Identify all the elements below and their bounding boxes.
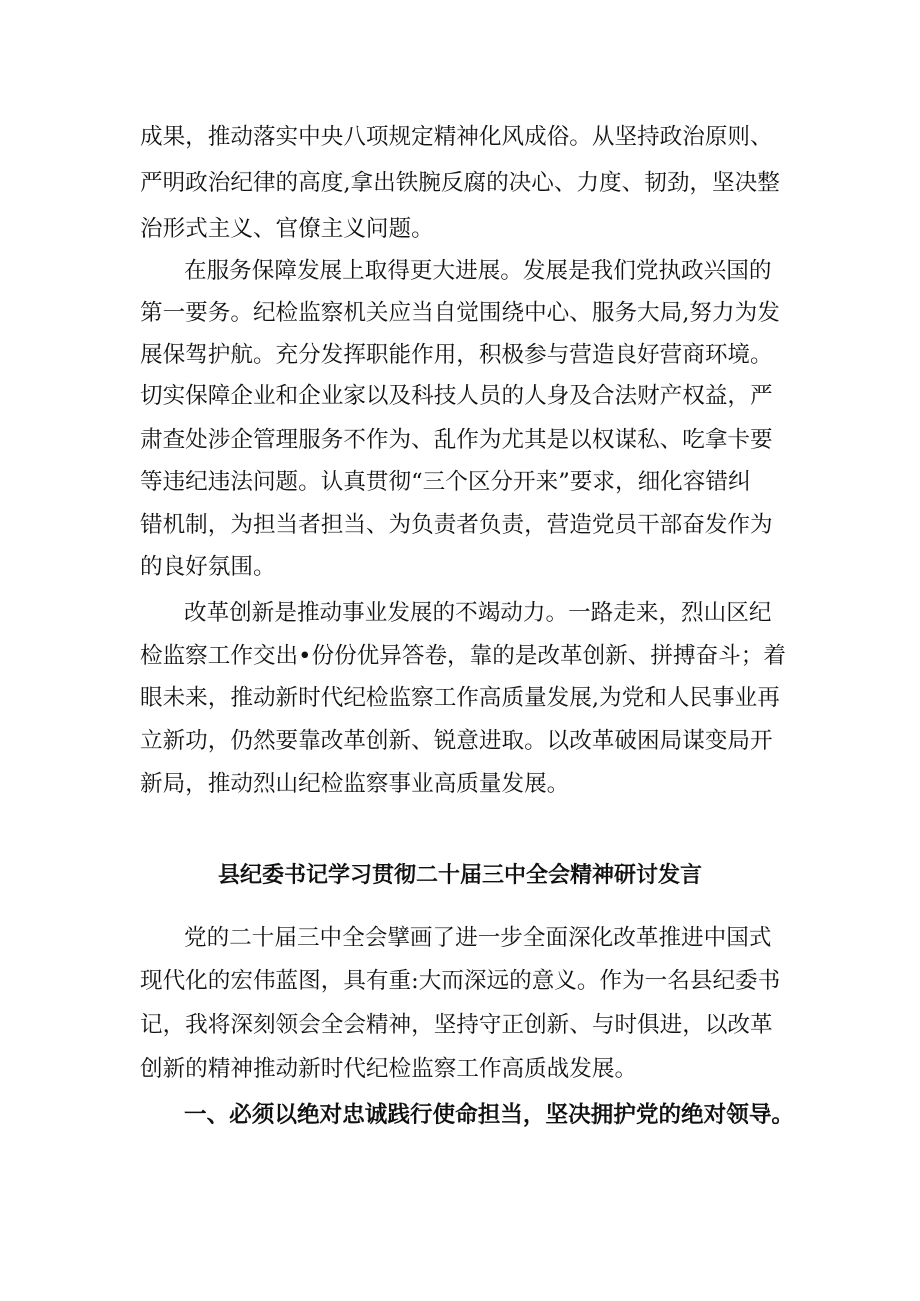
paragraph-line: 记，我将深刻领会全会精神，坚持守正创新、与时俱进，以改革 bbox=[140, 1012, 773, 1038]
paragraph-line: 眼未来，推动新时代纪检监察工作高质量发展,为党和人民事业再 bbox=[140, 685, 780, 711]
paragraph-line: 错机制，为担当者担当、为负责者负责，营造党员干部奋发作为 bbox=[140, 512, 773, 538]
paragraph-line: 治形式主义、官僚主义问题。 bbox=[140, 216, 434, 242]
paragraph-line: 切实保障企业和企业家以及科技人员的人身及合法财产权益，严 bbox=[140, 383, 773, 409]
paragraph-line: 的良好氛围。 bbox=[140, 554, 276, 580]
section-title: 县纪委书记学习贯彻二十届三中全会精神研讨发言 bbox=[217, 862, 702, 888]
paragraph-line: 现代化的宏伟蓝图，具有重:大而深远的意义。作为一名县纪委书 bbox=[140, 968, 781, 994]
paragraph-line: 展保驾护航。充分发挥职能作用，积极参与营造良好营商环境。 bbox=[140, 342, 773, 368]
paragraph-line: 检监察工作交出•份份优异答卷，靠的是改革创新、拼搏奋斗；着 bbox=[140, 643, 786, 669]
paragraph-line: 立新功，仍然要靠改革创新、锐意进取。以改革破困局谋变局开 bbox=[140, 728, 773, 754]
paragraph-line: 创新的精神推动新时代纪检监察工作高质战发展。 bbox=[140, 1056, 638, 1082]
paragraph-line: 改革创新是推动事业发展的不竭动力。一路走来，烈山区纪 bbox=[184, 600, 772, 626]
paragraph-line: 新局，推动烈山纪检监察事业高质量发展。 bbox=[140, 771, 570, 797]
paragraph-line: 等违纪违法问题。认真贯彻“三个区分开来”要求，细化容错纠 bbox=[140, 469, 751, 495]
paragraph-line: 严明政治纪律的高度,拿出铁腕反腐的决心、力度、韧劲，坚决整 bbox=[140, 170, 780, 196]
paragraph-line: 党的二十届三中全会擘画了进一步全面深化改革推进中国式 bbox=[184, 925, 772, 951]
section-heading: 一、必须以绝对忠诚践行使命担当，坚决拥护党的绝对领导。 bbox=[184, 1102, 795, 1128]
paragraph-line: 第一要务。纪检监察机关应当自觉围绕中心、服务大局,努力为发 bbox=[140, 300, 780, 326]
paragraph-line: 在服务保障发展上取得更大进展。发展是我们党执政兴国的 bbox=[184, 258, 772, 284]
paragraph-line: 肃查处涉企管理服务不作为、乱作为尤其是以权谋私、吃拿卡要 bbox=[140, 427, 773, 453]
paragraph-line: 成果，推动落实中央八项规定精神化风成俗。从坚持政治原则、 bbox=[140, 124, 773, 150]
